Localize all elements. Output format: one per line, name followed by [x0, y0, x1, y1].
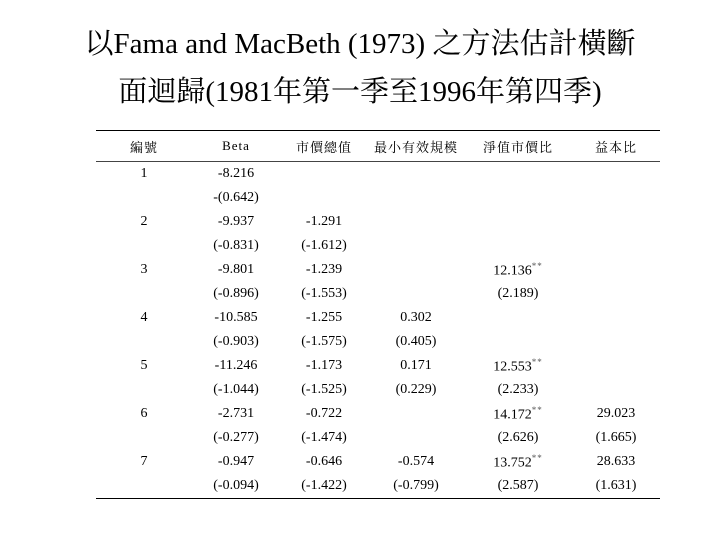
coefficient-cell	[572, 306, 660, 330]
column-header-earnings-price: 益本比	[594, 139, 637, 155]
coefficient-cell	[464, 162, 572, 186]
coefficient-cell	[368, 162, 464, 186]
regression-table	[96, 130, 660, 499]
coefficient-cell	[368, 258, 464, 282]
coefficient-cell	[368, 450, 464, 474]
coefficient-value: -1.173	[305, 358, 343, 373]
t-statistic-cell: (-1.474)	[301, 430, 347, 445]
column-header-min-effective-scale: 最小有效規模	[373, 139, 458, 155]
significance-stars: **	[531, 356, 543, 367]
t-statistic-cell	[368, 186, 464, 210]
t-statistic-cell: (-1.422)	[301, 478, 347, 493]
empty-id-cell	[96, 282, 192, 306]
coefficient-cell	[464, 402, 572, 426]
table-row-coefficients	[96, 306, 660, 330]
coefficient-value: -0.574	[397, 454, 435, 469]
t-statistic-cell: (-1.553)	[301, 286, 347, 301]
coefficient-value: -0.722	[305, 406, 343, 421]
empty-id-cell	[96, 378, 192, 402]
coefficient-cell	[192, 354, 280, 378]
table-row-coefficients	[96, 354, 660, 378]
t-statistic-cell	[368, 282, 464, 306]
coefficient-cell	[192, 258, 280, 282]
model-id-cell: 2	[140, 214, 148, 229]
empty-id-cell	[96, 234, 192, 258]
coefficient-cell	[572, 162, 660, 186]
column-header-beta: Beta	[222, 138, 250, 153]
coefficient-cell	[368, 306, 464, 330]
significance-stars: **	[531, 404, 543, 415]
t-statistic-cell	[572, 282, 660, 306]
coefficient-value: -1.291	[305, 214, 343, 229]
t-statistic-cell: (-0.896)	[213, 286, 259, 301]
model-id-cell: 6	[140, 406, 148, 421]
coefficient-cell	[464, 354, 572, 378]
coefficient-cell	[368, 402, 464, 426]
significance-stars: **	[531, 452, 543, 463]
coefficient-cell	[464, 210, 572, 234]
regression-table-grid	[96, 131, 660, 498]
t-statistic-cell: (-1.044)	[213, 382, 259, 397]
coefficient-cell	[464, 258, 572, 282]
table-row-tstats	[96, 474, 660, 498]
model-id-cell: 1	[140, 166, 148, 181]
empty-id-cell	[96, 474, 192, 498]
coefficient-cell	[572, 354, 660, 378]
t-statistic-cell: (2.587)	[497, 478, 539, 493]
table-row-tstats	[96, 426, 660, 450]
t-statistic-cell: (-0.799)	[393, 478, 439, 493]
coefficient-cell	[192, 450, 280, 474]
coefficient-cell	[280, 306, 368, 330]
coefficient-cell	[464, 450, 572, 474]
coefficient-cell	[368, 354, 464, 378]
t-statistic-cell: (2.233)	[497, 382, 539, 397]
significance-stars: **	[531, 260, 543, 271]
t-statistic-cell: (-0.094)	[213, 478, 259, 493]
coefficient-cell	[280, 210, 368, 234]
t-statistic-cell	[280, 186, 368, 210]
column-header-id: 編號	[129, 139, 158, 155]
t-statistic-cell: (-1.525)	[301, 382, 347, 397]
coefficient-value: -10.585	[214, 310, 258, 325]
t-statistic-cell: (0.229)	[395, 382, 437, 397]
table-row-coefficients	[96, 402, 660, 426]
coefficient-cell	[280, 402, 368, 426]
coefficient-value: 28.633	[596, 454, 636, 469]
t-statistic-cell: (0.405)	[395, 334, 437, 349]
t-statistic-cell	[464, 186, 572, 210]
table-row-tstats	[96, 186, 660, 210]
model-id-cell: 7	[140, 454, 148, 469]
coefficient-cell	[280, 450, 368, 474]
coefficient-value: -0.947	[217, 454, 255, 469]
table-header-row	[96, 131, 660, 162]
coefficient-cell	[280, 258, 368, 282]
coefficient-cell	[192, 402, 280, 426]
coefficient-cell	[464, 306, 572, 330]
column-header-book-to-market: 淨值市價比	[482, 139, 553, 155]
t-statistic-cell	[464, 330, 572, 354]
t-statistic-cell: -(0.642)	[213, 190, 259, 205]
coefficient-value: 12.553	[493, 359, 532, 375]
t-statistic-cell: (-0.903)	[213, 334, 259, 349]
coefficient-value: 0.302	[400, 310, 432, 325]
table-bottom-rule	[96, 498, 660, 499]
model-id-cell: 5	[140, 358, 148, 373]
coefficient-cell	[572, 210, 660, 234]
table-row-coefficients	[96, 162, 660, 186]
coefficient-value: 29.023	[596, 406, 636, 421]
t-statistic-cell	[464, 234, 572, 258]
coefficient-value: -2.731	[217, 406, 255, 421]
slide-title-line-2: 面迴歸(1981年第一季至1996年第四季)	[118, 76, 602, 108]
coefficient-cell	[572, 258, 660, 282]
coefficient-cell	[192, 162, 280, 186]
t-statistic-cell: (-0.277)	[213, 430, 259, 445]
coefficient-cell	[368, 210, 464, 234]
t-statistic-cell: (-1.612)	[301, 238, 347, 253]
table-row-coefficients	[96, 450, 660, 474]
coefficient-cell	[280, 162, 368, 186]
t-statistic-cell	[572, 378, 660, 402]
coefficient-value: -8.216	[217, 166, 255, 181]
coefficient-value: 0.171	[400, 358, 432, 373]
coefficient-value: 12.136	[493, 263, 532, 279]
model-id-cell: 4	[140, 310, 148, 325]
t-statistic-cell: (2.626)	[497, 430, 539, 445]
table-row-tstats	[96, 378, 660, 402]
model-id-cell: 3	[140, 262, 148, 277]
coefficient-cell	[192, 306, 280, 330]
table-row-tstats	[96, 330, 660, 354]
table-row-coefficients	[96, 258, 660, 282]
t-statistic-cell: (-0.831)	[213, 238, 259, 253]
table-body	[96, 162, 660, 499]
t-statistic-cell	[368, 426, 464, 450]
coefficient-value: -9.937	[217, 214, 255, 229]
coefficient-cell	[192, 210, 280, 234]
coefficient-value: -0.646	[305, 454, 343, 469]
table-row-tstats	[96, 234, 660, 258]
coefficient-value: -1.255	[305, 310, 343, 325]
t-statistic-cell	[572, 330, 660, 354]
t-statistic-cell: (1.631)	[595, 478, 637, 493]
coefficient-value: 14.172	[493, 407, 532, 423]
coefficient-cell	[572, 402, 660, 426]
column-header-market-value: 市價總值	[295, 139, 352, 155]
table-row-coefficients	[96, 210, 660, 234]
t-statistic-cell	[572, 186, 660, 210]
table-row-tstats	[96, 282, 660, 306]
t-statistic-cell: (2.189)	[497, 286, 539, 301]
coefficient-cell	[280, 354, 368, 378]
empty-id-cell	[96, 330, 192, 354]
coefficient-value: 13.752	[493, 455, 532, 471]
empty-id-cell	[96, 426, 192, 450]
t-statistic-cell	[572, 234, 660, 258]
slide-title-line-1: 以Fama and MacBeth (1973) 之方法估計橫斷	[84, 28, 636, 60]
coefficient-cell	[572, 450, 660, 474]
t-statistic-cell: (1.665)	[595, 430, 637, 445]
coefficient-value: -1.239	[305, 262, 343, 277]
coefficient-value: -11.246	[214, 358, 258, 373]
t-statistic-cell: (-1.575)	[301, 334, 347, 349]
coefficient-value: -9.801	[217, 262, 255, 277]
empty-id-cell	[96, 186, 192, 210]
t-statistic-cell	[368, 234, 464, 258]
